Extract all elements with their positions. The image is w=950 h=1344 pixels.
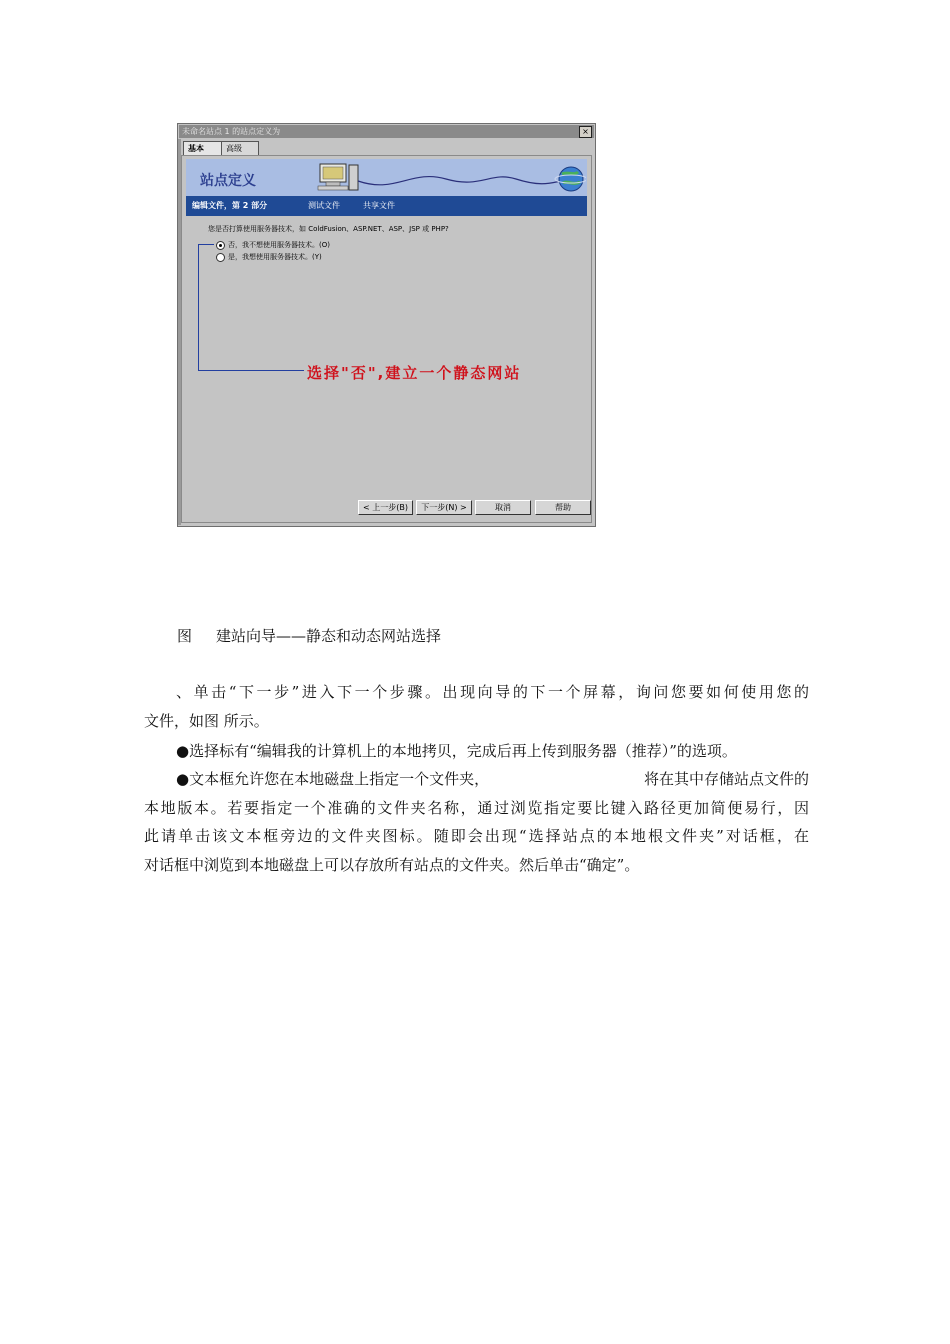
wizard-stepbar xyxy=(186,196,587,216)
annotation-text: 选择"否",建立一个静态网站 xyxy=(307,364,522,382)
banner-title: 站点定义 xyxy=(200,173,256,189)
callout-line-bottom xyxy=(198,370,304,371)
tab-panel xyxy=(181,155,592,523)
figure-label: 图 xyxy=(177,627,193,645)
callout-line-vertical xyxy=(198,244,199,370)
close-icon: × xyxy=(582,127,589,136)
tab-basic[interactable] xyxy=(183,141,223,155)
radio-yes-server-tech[interactable] xyxy=(216,252,322,263)
computer-globe-illustration-icon xyxy=(316,159,586,196)
paragraph-3-line-4: 对话框中浏览到本地磁盘上可以存放所有站点的文件夹。然后单击“确定”。 xyxy=(144,856,640,874)
paragraph-3-line-2: 本地版本。若要指定一个准确的文件夹名称，通过浏览指定要比键入路径更加简便易行，因 xyxy=(144,799,809,817)
step-share-files: 共享文件 xyxy=(363,201,395,210)
figure-caption xyxy=(177,625,441,646)
callout-line-top xyxy=(198,244,214,245)
back-button[interactable]: < 上一步(B) xyxy=(358,500,413,515)
paragraph-3-line-1a: ●文本框允许您在本地磁盘上指定一个文件夹， xyxy=(176,770,490,788)
tab-advanced-label: 高级 xyxy=(226,144,242,153)
radio-yes-label: 是，我想使用服务器技术。(Y) xyxy=(228,253,322,261)
radio-no-server-tech[interactable] xyxy=(216,240,330,251)
next-button[interactable]: 下一步(N) > xyxy=(416,500,472,515)
radio-checked-icon[interactable] xyxy=(216,241,225,250)
help-button[interactable]: 帮助 xyxy=(535,500,591,515)
paragraph-3-line-1b: 将在其中存储站点文件的 xyxy=(643,770,809,788)
paragraph-3-line-3: 此请单击该文本框旁边的文件夹图标。随即会出现“选择站点的本地根文件夹”对话框，在 xyxy=(144,827,809,845)
radio-unchecked-icon[interactable] xyxy=(216,253,225,262)
cancel-button[interactable]: 取消 xyxy=(475,500,531,515)
dialog-title: 未命名站点 1 的站点定义为 xyxy=(182,127,281,136)
dialog-titlebar xyxy=(179,125,594,138)
wizard-banner xyxy=(186,159,587,196)
site-definition-dialog xyxy=(177,123,596,527)
figure-caption-text: 建站向导——静态和动态网站选择 xyxy=(216,627,442,645)
step-current: 编辑文件，第 2 部分 xyxy=(192,201,268,210)
radio-no-label: 否，我不想使用服务器技术。(O) xyxy=(228,241,330,249)
tab-basic-label: 基本 xyxy=(188,144,204,153)
paragraph-1-line-1: 、单击“下一步”进入下一个步骤。出现向导的下一个屏幕，询问您要如何使用您的 xyxy=(176,683,809,701)
server-technology-question: 您是否打算使用服务器技术，如 ColdFusion、ASP.NET、ASP、JSP 或 PHP? xyxy=(208,225,449,233)
paragraph-2: ●选择标有“编辑我的计算机上的本地拷贝，完成后再上传到服务器（推荐）”的选项。 xyxy=(176,742,737,760)
step-test-files: 测试文件 xyxy=(308,201,340,210)
tab-advanced[interactable] xyxy=(221,141,259,155)
paragraph-1-line-2: 文件，如图 所示。 xyxy=(144,712,269,730)
close-button[interactable] xyxy=(579,126,592,138)
